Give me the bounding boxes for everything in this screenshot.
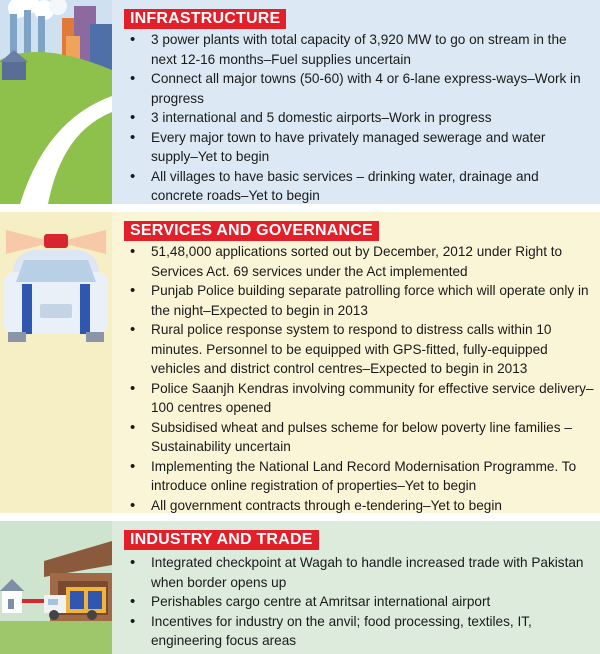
services-list [127,242,594,513]
list-item: • Punjab Police building separate patrolling force which will operate only in the night–Expected to begin in 2013 [127,281,594,320]
list-item: • 3 international and 5 domestic airports–Work in progress [127,108,594,128]
list-item: • Incentives for industry on the anvil; food processing, textiles, IT, engineering focus areas [127,612,594,651]
infrastructure-section [0,0,600,204]
list-item: • Perishables cargo centre at Amritsar international airport [127,592,594,612]
list-item: • Integrated checkpoint at Wagah to handle increased trade with Pakistan when border opens up [127,553,594,592]
section-heading: INFRASTRUCTURE [124,9,286,29]
list-item: • All government contracts through e-tendering–Yet to begin [127,496,594,514]
list-item: • All villages to have basic services – drinking water, drainage and concrete roads–Yet to begin [127,167,594,205]
list-item: • Every major town to have privately managed sewerage and water supply–Yet to begin [127,128,594,167]
list-item: • 51,48,000 applications sorted out by December, 2012 under Right to Services Act. 69 services under the Act implemented [127,242,594,281]
list-item: • Police Saanjh Kendras involving community for effective service delivery–100 centres opened [127,379,594,418]
list-item: • 3 power plants with total capacity of 3,920 MW to go on stream in the next 12-16 months–Fuel supplies uncertain [127,30,594,69]
infrastructure-list [127,30,594,204]
list-item: • Subsidised wheat and pulses scheme for below poverty line families –Sustainability uncertain [127,418,594,457]
list-item: • Rural police response system to respond to distress calls within 10 minutes. Personnel to be equipped with GPS-fitted, fully-equipped vehicles and district control centres–Expected to begin in 2013 [127,320,594,379]
services-governance-section [0,212,600,513]
industry-trade-section [0,521,600,654]
section-heading: SERVICES AND GOVERNANCE [124,221,379,241]
city-road-illustration [0,0,112,204]
section-heading: INDUSTRY AND TRADE [124,530,319,550]
police-car-illustration [0,212,112,513]
industry-list [127,553,594,651]
list-item: • Connect all major towns (50-60) with 4 or 6-lane express-ways–Work in progress [127,69,594,108]
list-item: • Implementing the National Land Record Modernisation Programme. To introduce online registration of properties–Yet to begin [127,457,594,496]
truck-warehouse-illustration [0,521,112,654]
